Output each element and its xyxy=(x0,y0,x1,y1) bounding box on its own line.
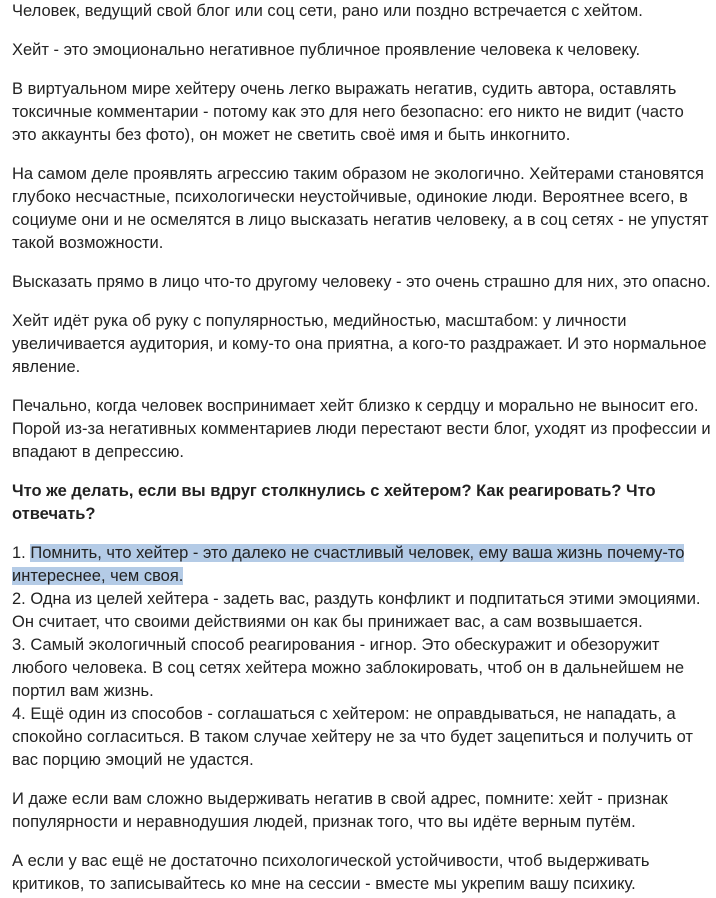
article-body xyxy=(12,0,712,896)
paragraph-fear: Высказать прямо в лицо что-то другому человеку - это очень страшно для них, это опасно. xyxy=(12,273,711,291)
paragraph-depression: Печально, когда человек воспринимает хейт близко к сердцу и морально не выносит его. Порой из-за негативных комментариев люди перестают вести блог, уходят из профессии и впадают в депрессию. xyxy=(12,397,711,461)
list-item: 4. Ещё один из способов - соглашаться с хейтером: не оправдываться, не нападать, а спокойно согласиться. В таком случае хейтеру не за что будет зацепиться и получить от вас порцию эмоций не удастся. xyxy=(12,705,693,769)
paragraph-definition: Хейт - это эмоционально негативное публичное проявление человека к человеку. xyxy=(12,41,641,59)
list-item: 3. Самый экологичный способ реагирования - игнор. Это обескуражит и обезоружит любого человека. В соц сетях хейтера можно заблокировать, чтоб он в дальнейшем не портил вам жизнь. xyxy=(12,636,685,700)
paragraph-call-to-action: А если у вас ещё не достаточно психологической устойчивости, чтоб выдерживать критиков, то записывайтесь ко мне на сессии - вместе мы укрепим вашу психику. xyxy=(12,852,650,893)
list-item-number: 1. xyxy=(12,544,31,562)
question-heading: Что же делать, если вы вдруг столкнулись с хейтером? Как реагировать? Что отвечать? xyxy=(12,482,656,523)
list-item: 2. Одна из целей хейтера - задеть вас, раздуть конфликт и подпитаться этими эмоциями. Он считает, что своими действиями он как бы принижает вас, а сам возвышается. xyxy=(12,590,701,631)
paragraph-intro: Человек, ведущий свой блог или соц сети, рано или поздно встречается с хейтом. xyxy=(12,2,643,20)
paragraph-popularity: Хейт идёт рука об руку с популярностью, медийностью, масштабом: у личности увеличивается аудитория, и кому-то она приятна, а кого-то раздражает. И это нормальное явление. xyxy=(12,312,707,376)
paragraph-aggression: На самом деле проявлять агрессию таким образом не экологично. Хейтерами становятся глубоко несчастные, психологически неустойчивые, одинокие люди. Вероятнее всего, в социуме они и не осмелятся в лицо высказать негатив человеку, а в соц сетях - не упустят такой возможности. xyxy=(12,165,709,252)
paragraph-virtual-world: В виртуальном мире хейтеру очень легко выражать негатив, судить автора, оставлять токсичные комментарии - потому как это для него безопасно: его никто не видит (часто это аккаунты без фото), он может не светить своё имя и быть инкогнито. xyxy=(12,80,684,144)
selected-text[interactable]: Помнить, что хейтер - это далеко не счастливый человек, ему ваша жизнь почему-то интереснее, чем своя. xyxy=(12,544,685,585)
advice-list xyxy=(12,542,712,772)
paragraph-conclusion: И даже если вам сложно выдерживать негатив в свой адрес, помните: хейт - признак популярности и неравнодушия людей, признак того, что вы идёте верным путём. xyxy=(12,790,668,831)
list-item[interactable] xyxy=(12,542,712,588)
